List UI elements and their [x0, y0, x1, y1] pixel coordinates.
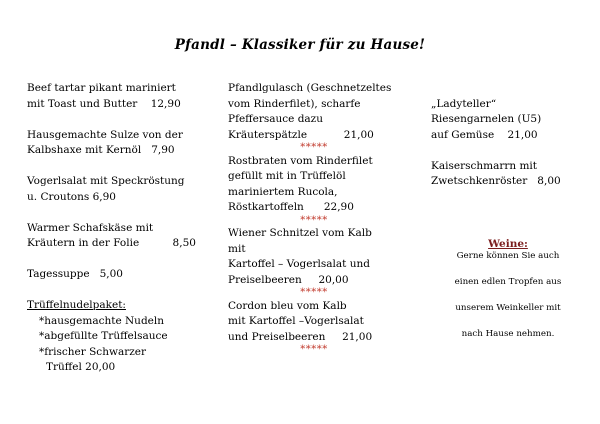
dish-price: 20,00: [318, 273, 349, 286]
dish-line: Kaiserschmarrn mit: [431, 159, 538, 172]
dish-line: mariniertem Rucola,: [228, 185, 338, 198]
wine-line: einen edlen Tropfen aus: [454, 277, 562, 287]
dish-line: [431, 174, 581, 190]
separator-stars: *****: [300, 287, 328, 298]
dish-tagessuppe: [27, 267, 202, 283]
dish-text: und Preiselbeeren: [228, 330, 326, 343]
dish-line: Beef tartar pikant mariniert: [27, 82, 176, 94]
menu-column-3: [431, 81, 581, 190]
list-item: *frischer Schwarzer: [39, 345, 146, 358]
menu-title: Pfandl – Klassiker für zu Hause!: [174, 37, 426, 53]
dish-price: 12,90: [150, 97, 181, 110]
list-item: *hausgemachte Nudeln: [39, 314, 164, 327]
wine-line: Gerne können Sie auch: [456, 251, 560, 261]
dish-price: 5,00: [99, 268, 123, 280]
separator-stars: *****: [300, 142, 328, 153]
dish-line: gefüllt mit in Trüffelöl: [228, 170, 346, 182]
dish-text: Röstkartoffeln: [228, 201, 304, 213]
list-item: *abgefüllte Trüffelsauce: [39, 330, 168, 342]
menu-column-1: [27, 81, 202, 376]
list-item: Trüffel 20,00: [46, 361, 116, 373]
dish-text: auf Gemüse: [431, 128, 495, 141]
dish-line: Riesengarnelen (U5): [431, 113, 542, 125]
dish-line: vom Rinderfilet), scharfe: [228, 97, 361, 110]
dish-trueffelnudelpaket: [27, 298, 202, 376]
dish-line: Rostbraten vom Rinderfilet: [228, 154, 373, 167]
dish-line: [27, 143, 202, 159]
menu-column-2: [228, 81, 400, 356]
dish-line: [431, 128, 581, 144]
dish-line: [228, 128, 400, 144]
dish-line: Cordon bleu vom Kalb: [228, 299, 347, 312]
dish-line: [27, 97, 202, 113]
dish-price: 21,00: [342, 330, 373, 343]
dish-line: [228, 330, 400, 346]
dish-schafskaese: [27, 221, 202, 252]
dish-line: [27, 236, 202, 252]
dish-text: Kräuterspätzle: [228, 128, 308, 141]
dish-line: Warmer Schafskäse mit: [27, 221, 154, 234]
dish-cordon-bleu: [228, 299, 400, 346]
wine-note: [443, 237, 573, 355]
dish-line: [228, 273, 400, 289]
wine-line: nach Hause nehmen.: [461, 329, 555, 339]
dish-text: Tagessuppe: [27, 268, 90, 280]
section-heading: Trüffelnudelpaket:: [27, 299, 126, 311]
dish-price: 7,90: [151, 144, 175, 156]
dish-line: Wiener Schnitzel vom Kalb: [228, 227, 372, 239]
dish-line: Hausgemachte Sulze von der: [27, 128, 183, 141]
dish-text: Preiselbeeren: [228, 273, 302, 286]
dish-price: 8,00: [537, 175, 561, 187]
dish-line: [228, 200, 400, 216]
dish-ladyteller: [431, 97, 581, 144]
dish-price: 21,00: [343, 128, 374, 141]
dish-text: mit Toast und Butter: [27, 97, 138, 110]
wine-heading: Weine:: [488, 238, 528, 250]
dish-line: Kartoffel – Vogerlsalat und: [228, 258, 370, 270]
dish-line: „Ladyteller“: [431, 97, 497, 110]
dish-text: Zwetschkenröster: [431, 175, 528, 187]
dish-line: [27, 267, 202, 283]
dish-line: mit: [228, 242, 246, 255]
dish-price: 21,00: [507, 128, 538, 141]
dish-price: 22,90: [323, 201, 354, 213]
dish-line: Pfandlgulasch (Geschnetzeltes: [228, 82, 392, 94]
dish-price: 8,50: [172, 237, 196, 249]
dish-line: mit Kartoffel –Vogerlsalat: [228, 315, 364, 327]
dish-line: u. Croutons 6,90: [27, 190, 116, 203]
dish-wiener-schnitzel: [228, 226, 400, 288]
dish-sulze: [27, 128, 202, 159]
separator-stars: *****: [300, 344, 328, 355]
dish-text: Kräutern in der Folie: [27, 237, 140, 249]
dish-vogerlsalat: [27, 174, 202, 205]
dish-line: Pfeffersauce dazu: [228, 113, 323, 125]
dish-pfandlgulasch: [228, 81, 400, 143]
dish-rostbraten: [228, 154, 400, 216]
dish-beef-tartar: [27, 81, 202, 112]
separator-stars: *****: [300, 214, 328, 226]
wine-line: unserem Weinkeller mit: [455, 303, 561, 313]
dish-line: Vogerlsalat mit Speckröstung: [27, 175, 185, 187]
dish-kaiserschmarrn: [431, 159, 581, 190]
dish-text: Kalbshaxe mit Kernöl: [27, 144, 142, 156]
